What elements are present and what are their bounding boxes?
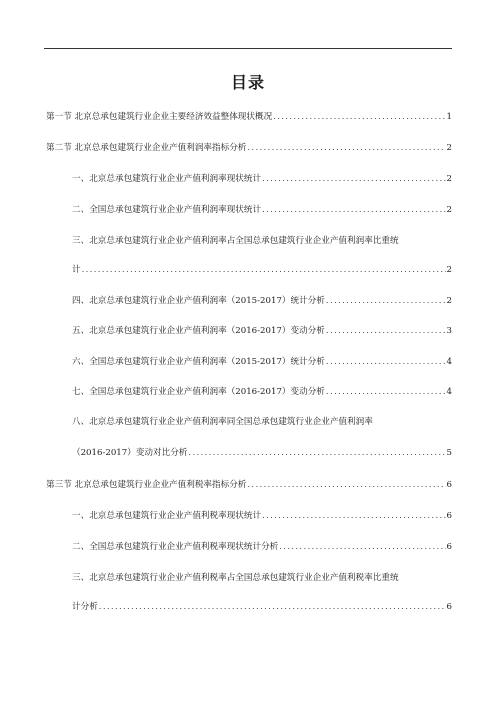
toc-entry-section-1[interactable] [46,111,452,123]
toc-entry-3-1[interactable] [72,510,452,522]
toc-entry-text: 二、全国总承包建筑行业企业产值利润率现状统计 [72,205,262,215]
toc-entry-2-4[interactable] [72,295,452,307]
toc-entry-text: 计分析 [72,602,98,612]
toc-page-number: 6 [446,542,452,552]
toc-entry-text: 第二节 北京总承包建筑行业企业产值利润率指标分析 [46,143,247,153]
toc-entry-2-2[interactable] [72,204,452,216]
dot-leader [99,601,446,613]
toc-entry-text: 第三节 北京总承包建筑行业企业产值利税率指标分析 [46,480,247,490]
toc-entry-text: 六、全国总承包建筑行业企业产值利润率（2015-2017）统计分析 [72,357,325,367]
toc-entry-text: 三、北京总承包建筑行业企业产值利税率占全国总承包建筑行业企业产值利税率比重统 [72,573,399,583]
toc-entry-2-8-cont[interactable] [72,447,452,459]
dot-leader [247,479,445,491]
dot-leader [326,325,446,337]
dot-leader [326,356,446,368]
toc-page-number: 6 [446,602,452,612]
dot-leader [262,510,445,522]
toc-page-number: 6 [446,511,452,521]
toc-entry-text: 一、北京总承包建筑行业企业产值利税率现状统计 [72,511,262,521]
toc-entry-text: 计 [72,265,81,275]
toc-page-number: 5 [446,448,452,458]
dot-leader [273,111,445,123]
dot-leader [262,204,445,216]
toc-entry-3-2[interactable] [72,541,452,553]
toc-entry-text: （2016-2017）变动对比分析 [72,448,188,458]
toc-entry-2-6[interactable] [72,356,452,368]
toc-entry-text: 第一节 北京总承包建筑行业企业主要经济效益整体现状概况 [46,112,273,122]
toc-page-number: 2 [446,296,452,306]
toc-entry-text: 八、北京总承包建筑行业企业产值利润率同全国总承包建筑行业企业产值利润率 [72,417,373,427]
dot-leader [326,386,446,398]
toc-entry-3-3[interactable] [72,572,452,584]
toc-entry-2-7[interactable] [72,386,452,398]
toc-entry-text: 二、全国总承包建筑行业企业产值利税率现状统计分析 [72,542,279,552]
toc-entry-2-1[interactable] [72,173,452,185]
dot-leader [247,142,445,154]
toc-entry-text: 七、全国总承包建筑行业企业产值利润率（2016-2017）变动分析 [72,387,325,397]
dot-leader [279,541,445,553]
header-rule [44,48,452,49]
toc-page-number: 3 [446,326,452,336]
toc-entry-text: 三、北京总承包建筑行业企业产值利润率占全国总承包建筑行业企业产值利润率比重统 [72,236,399,246]
toc-page-number: 2 [446,205,452,215]
dot-leader [326,295,446,307]
toc-page-number: 4 [446,357,452,367]
toc-page-number: 2 [446,174,452,184]
toc-page-number: 6 [446,480,452,490]
toc-entry-3-3-cont[interactable] [72,601,452,613]
toc-title: 目录 [230,73,265,92]
toc-entry-text: 一、北京总承包建筑行业企业产值利润率现状统计 [72,174,262,184]
dot-leader [188,447,445,459]
dot-leader [262,173,445,185]
toc-page-number: 1 [446,112,452,122]
toc-page-number: 4 [446,387,452,397]
toc-entry-2-5[interactable] [72,325,452,337]
toc-entry-text: 四、北京总承包建筑行业企业产值利润率（2015-2017）统计分析 [72,296,325,306]
dot-leader [82,264,446,276]
toc-entry-2-8[interactable] [72,416,452,428]
toc-entry-text: 五、北京总承包建筑行业企业产值利润率（2016-2017）变动分析 [72,326,325,336]
toc-entry-section-3[interactable] [46,479,452,491]
toc-page-number: 2 [446,143,452,153]
toc-entry-section-2[interactable] [46,142,452,154]
toc-entry-2-3[interactable] [72,235,452,247]
toc-entry-2-3-cont[interactable] [72,264,452,276]
toc-page-number: 2 [446,265,452,275]
